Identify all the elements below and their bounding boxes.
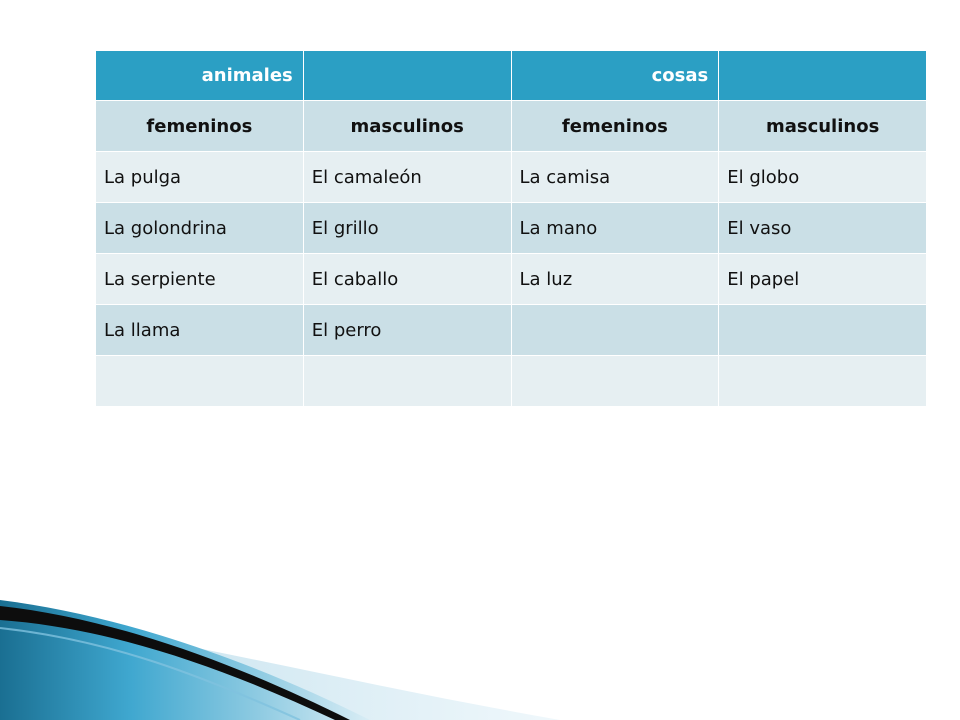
table-cell: La serpiente — [96, 254, 304, 305]
table-cell: El vaso — [719, 203, 927, 254]
table-cell: La golondrina — [96, 203, 304, 254]
subheader-cell: femeninos — [96, 101, 304, 152]
subheader-cell: femeninos — [511, 101, 719, 152]
vocabulary-table — [95, 50, 927, 407]
table-subheader-row — [96, 101, 927, 152]
table-cell: El caballo — [303, 254, 511, 305]
subheader-cell: masculinos — [303, 101, 511, 152]
swoosh-dark-stripe — [0, 606, 350, 720]
table-cell: El perro — [303, 305, 511, 356]
swoosh-highlight — [0, 628, 300, 720]
table-row — [96, 305, 927, 356]
header-cell-cosas: cosas — [511, 51, 719, 101]
table-cell: El grillo — [303, 203, 511, 254]
table-cell: El camaleón — [303, 152, 511, 203]
table-cell — [96, 356, 304, 407]
header-cell-animales: animales — [96, 51, 304, 101]
table-cell — [303, 356, 511, 407]
swoosh-pale-band — [0, 612, 560, 720]
table-cell — [511, 356, 719, 407]
table-row — [96, 203, 927, 254]
table-cell — [719, 305, 927, 356]
table-cell: La mano — [511, 203, 719, 254]
table-row — [96, 152, 927, 203]
table-cell: La pulga — [96, 152, 304, 203]
table-row — [96, 356, 927, 407]
subheader-cell: masculinos — [719, 101, 927, 152]
table-cell: La llama — [96, 305, 304, 356]
table-cell — [511, 305, 719, 356]
swoosh-blue-band — [0, 600, 370, 720]
table-header-row — [96, 51, 927, 101]
table-cell: La camisa — [511, 152, 719, 203]
table-cell: El papel — [719, 254, 927, 305]
table-cell — [719, 356, 927, 407]
table-cell: El globo — [719, 152, 927, 203]
header-cell-empty — [719, 51, 927, 101]
table-row — [96, 254, 927, 305]
header-cell-empty — [303, 51, 511, 101]
table-cell: La luz — [511, 254, 719, 305]
